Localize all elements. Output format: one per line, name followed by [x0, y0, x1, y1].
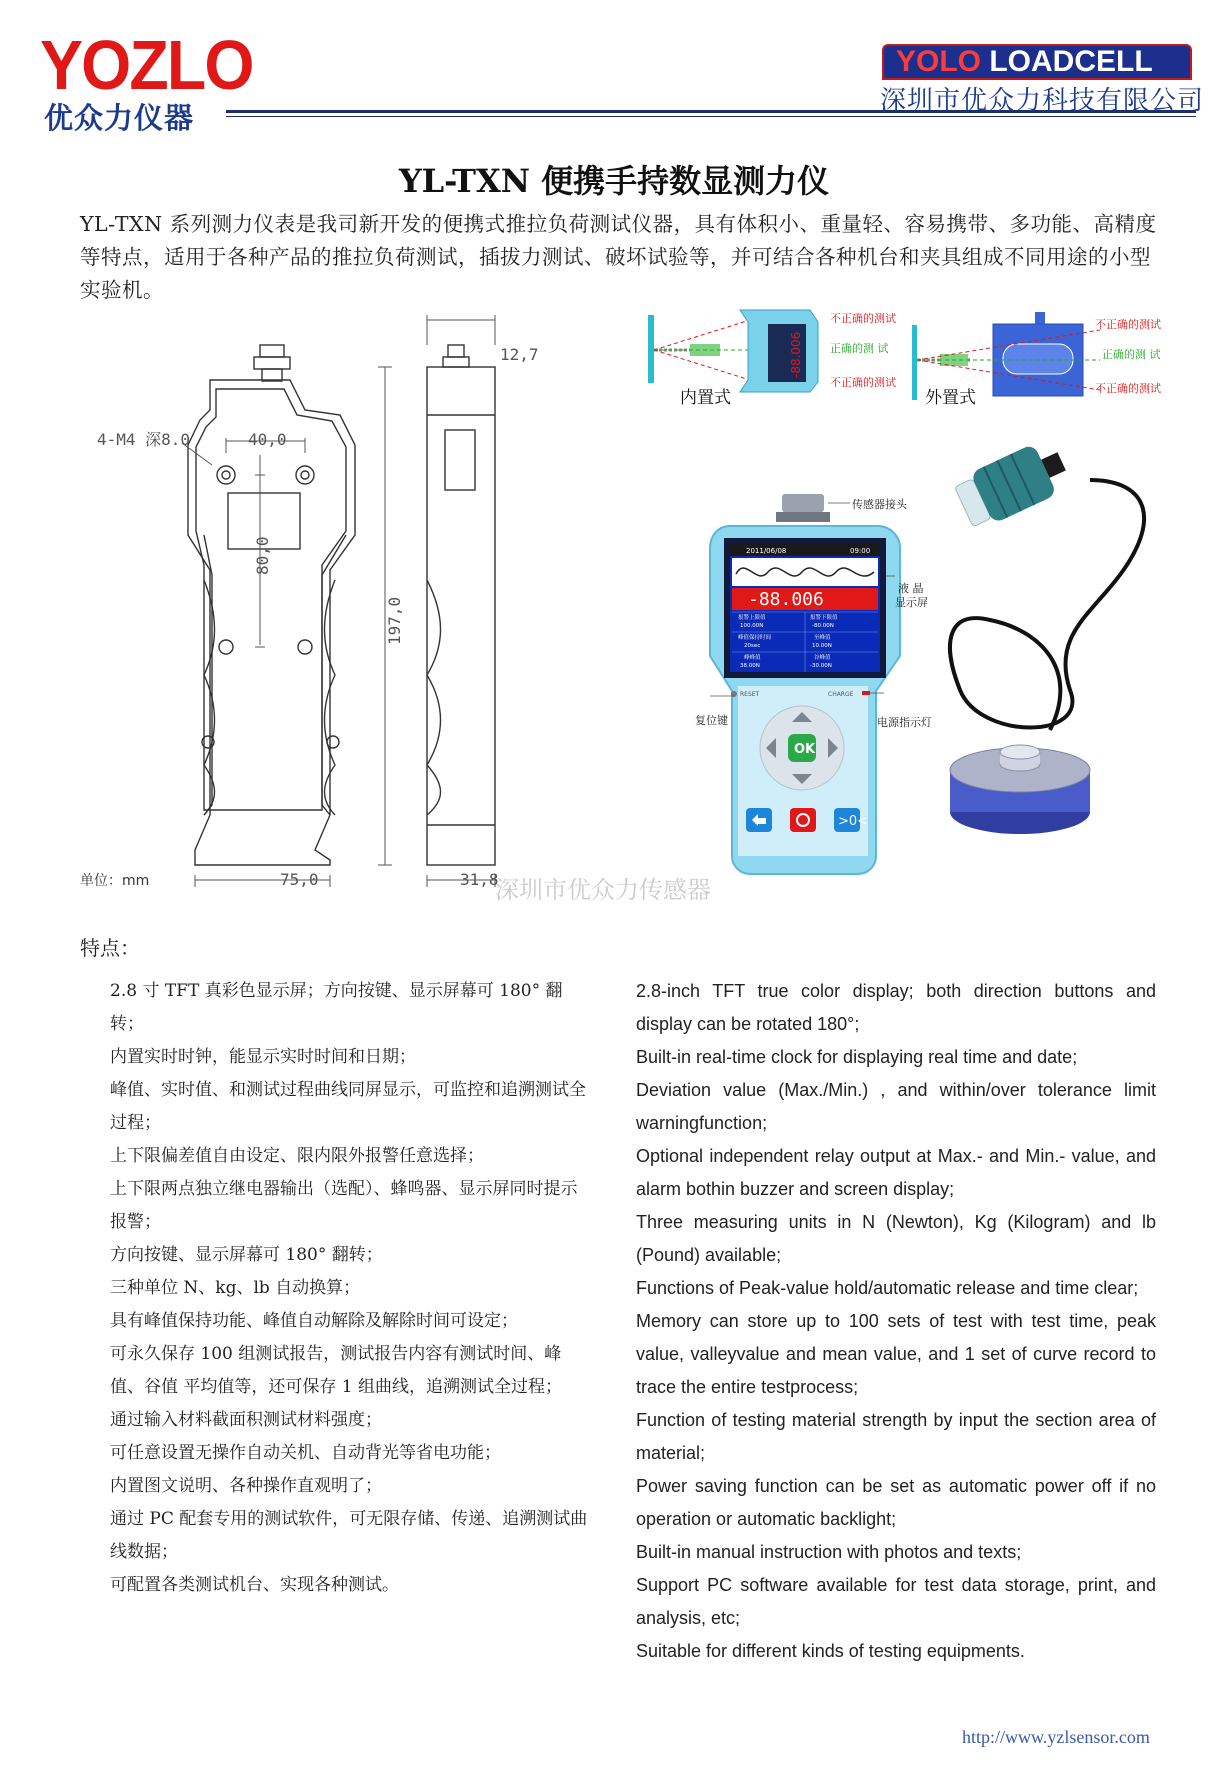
watermark: 深圳市优众力传感器: [495, 876, 711, 904]
feature-en-item: Memory can store up to 100 sets of test with test time, peak value, valleyvalue and mean value, and 1 set of curve record to trace the entire testprocess;: [636, 1311, 1156, 1397]
feature-cn-item: 三种单位 N、kg、lb 自动换算；: [110, 1278, 361, 1298]
zero-icon: >0<: [838, 814, 869, 829]
feature-en-item: Three measuring units in N (Newton), Kg (Kilogram) and lb (Pound) available;: [636, 1212, 1156, 1265]
feature-cn-item: 可任意设置无操作自动关机、自动背光等省电功能；: [110, 1443, 501, 1463]
brand-badge: [882, 44, 1192, 80]
logo-subtitle: 优众力仪器: [44, 101, 195, 135]
page-title: YL-TXN 便携手持数显测力仪: [398, 162, 830, 200]
external-right: 正确的测 试: [1102, 348, 1161, 361]
feature-en-item: Suitable for different kinds of testing equipments.: [636, 1641, 1025, 1661]
ok-button-label: OK: [794, 742, 816, 757]
feature-en-item: Deviation value (Max./Min.) , and within/over tolerance limit warningfunction;: [636, 1080, 1156, 1133]
feature-en-item: Built-in real-time clock for displaying real time and date;: [636, 1047, 1078, 1067]
company-name: 深圳市优众力科技有限公司: [880, 86, 1205, 116]
feature-cn-item: 峰值、实时值、和测试过程曲线同屏显示，可监控和追溯测试全过程；: [110, 1080, 586, 1133]
dimension-drawing: [80, 345, 600, 905]
height-dimension: 197,0: [385, 596, 404, 645]
features-list-chinese: [110, 975, 590, 1602]
screen-cell-6-value: -30.00N: [810, 663, 832, 669]
feature-en-item: Function of testing material strength by input the section area of material;: [636, 1410, 1156, 1463]
feature-cn-item: 通过 PC 配套专用的测试软件，可无限存储、传递、追溯测试曲线数据；: [110, 1509, 588, 1562]
intro-paragraph: YL-TXN 系列测力仪表是我司新开发的便携式推拉负荷测试仪器，具有体积小、重量轻、容易携带、多功能、高精度等特点，适用于各种产品的推拉负荷测试，插拔力测试、破坏试验等，并可结合各种机台和夹具组成不同用途的小型实验机。: [80, 212, 1157, 302]
callout-reset-key: 复位键: [695, 714, 728, 727]
features-heading: 特点：: [80, 936, 140, 960]
logo-wordmark: YOZLO: [40, 26, 253, 104]
feature-cn-item: 可永久保存 100 组测试报告，测试报告内容有测试时间、峰值、谷值 平均值等，还可保存 1 组曲线，追溯测试全过程；: [110, 1344, 563, 1397]
screen-time: 09:00: [850, 547, 871, 555]
callout-lcd-line2: 显示屏: [895, 596, 928, 609]
callout-sensor-connector: 传感器接头: [852, 498, 907, 511]
brand-badge-loadcell: LOADCELL: [981, 45, 1153, 78]
screen-reading: -88.006: [748, 589, 824, 610]
screen-cell-5-value: 38.00N: [740, 663, 760, 669]
callout-lcd-line1: 液 晶: [898, 582, 924, 595]
internal-wrong-bottom: 不正确的测试: [830, 376, 896, 389]
external-plate: [912, 325, 917, 400]
screen-cell-1-label: 报警上限值: [738, 615, 766, 621]
feature-cn-item: 可配置各类测试机台、实现各种测试。: [110, 1575, 399, 1595]
internal-screen-value: -88.006: [789, 331, 803, 378]
thickness-dimension: 12,7: [500, 345, 539, 364]
reset-label: RESET: [740, 691, 760, 698]
screen-cell-6-label: 谷峰值: [814, 655, 831, 661]
screen-cell-3-label: 峰值保持时间: [738, 635, 772, 641]
features-list-english: [636, 975, 1156, 1668]
callout-power-led: 电源指示灯: [877, 716, 932, 729]
external-label: 外置式: [925, 388, 976, 408]
feature-en-item: Optional independent relay output at Max.- and Min.- value, and alarm bothin buzzer and screen display;: [636, 1146, 1156, 1199]
screen-cell-4-value: 10.00N: [812, 643, 832, 649]
feature-cn-item: 上下限两点独立继电器输出（选配）、蜂鸣器、显示屏同时提示报警；: [110, 1179, 578, 1232]
brand-badge-yolo: YOLO: [896, 45, 982, 78]
feature-en-item: Built-in manual instruction with photos and texts;: [636, 1542, 1022, 1562]
internal-label: 内置式: [680, 388, 731, 408]
screen-cell-3-value: 20sec: [744, 643, 761, 649]
screen-cell-1-value: 100.00N: [740, 623, 764, 629]
external-wrong-bottom: 不正确的测试: [1095, 382, 1161, 395]
screen-cell-4-label: 至峰值: [814, 635, 831, 641]
feature-en-item: Functions of Peak-value hold/automatic release and time clear;: [636, 1278, 1139, 1298]
mount-diagrams: [640, 300, 1160, 410]
feature-cn-item: 内置图文说明、各种操作直观明了；: [110, 1476, 382, 1496]
charge-label: CHARGE: [828, 691, 854, 698]
unit-label: 单位：mm: [80, 873, 150, 889]
screen-cell-2-label: 报警下限值: [810, 615, 838, 621]
internal-plate: [648, 315, 654, 383]
side-width-dimension: 31,8: [460, 870, 499, 889]
device-callouts: [690, 486, 960, 876]
loadcell-sensor-illustration: [940, 440, 1170, 870]
width-dimension: 75,0: [280, 870, 319, 889]
screen-cell-5-label: 峰峰值: [744, 655, 761, 661]
hole-spacing-dimension: 40,0: [248, 430, 287, 449]
feature-en-item: 2.8-inch TFT true color display; both direction buttons and display can be rotated 180°;: [636, 981, 1156, 1034]
vertical-spacing-dimension: 80,0: [253, 536, 272, 575]
screen-date: 2011/06/08: [746, 547, 787, 555]
feature-cn-item: 方向按键、显示屏幕可 180° 翻转；: [110, 1245, 383, 1265]
internal-wrong-top: 不正确的测试: [830, 312, 896, 325]
feature-cn-item: 内置实时时钟，能显示实时时间和日期；: [110, 1047, 416, 1067]
feature-cn-item: 上下限偏差值自由设定、限内限外报警任意选择；: [110, 1146, 484, 1166]
screen-cell-2-value: -80.00N: [812, 623, 834, 629]
feature-cn-item: 具有峰值保持功能、峰值自动解除及解除时间可设定；: [110, 1311, 518, 1331]
internal-right: 正确的测 试: [830, 342, 889, 355]
hole-callout-label: 4-M4 深8.0: [97, 430, 191, 449]
feature-cn-item: 通过输入材料截面积测试材料强度；: [110, 1410, 382, 1430]
feature-cn-item: 2.8 寸 TFT 真彩色显示屏；方向按键、显示屏幕可 180° 翻转；: [110, 981, 563, 1034]
feature-en-item: Power saving function can be set as automatic power off if no operation or automatic backlight;: [636, 1476, 1156, 1529]
website-link[interactable]: http://www.yzlsensor.com: [962, 1727, 1150, 1747]
feature-en-item: Support PC software available for test data storage, print, and analysis, etc;: [636, 1575, 1156, 1628]
external-wrong-top: 不正确的测试: [1095, 318, 1161, 331]
